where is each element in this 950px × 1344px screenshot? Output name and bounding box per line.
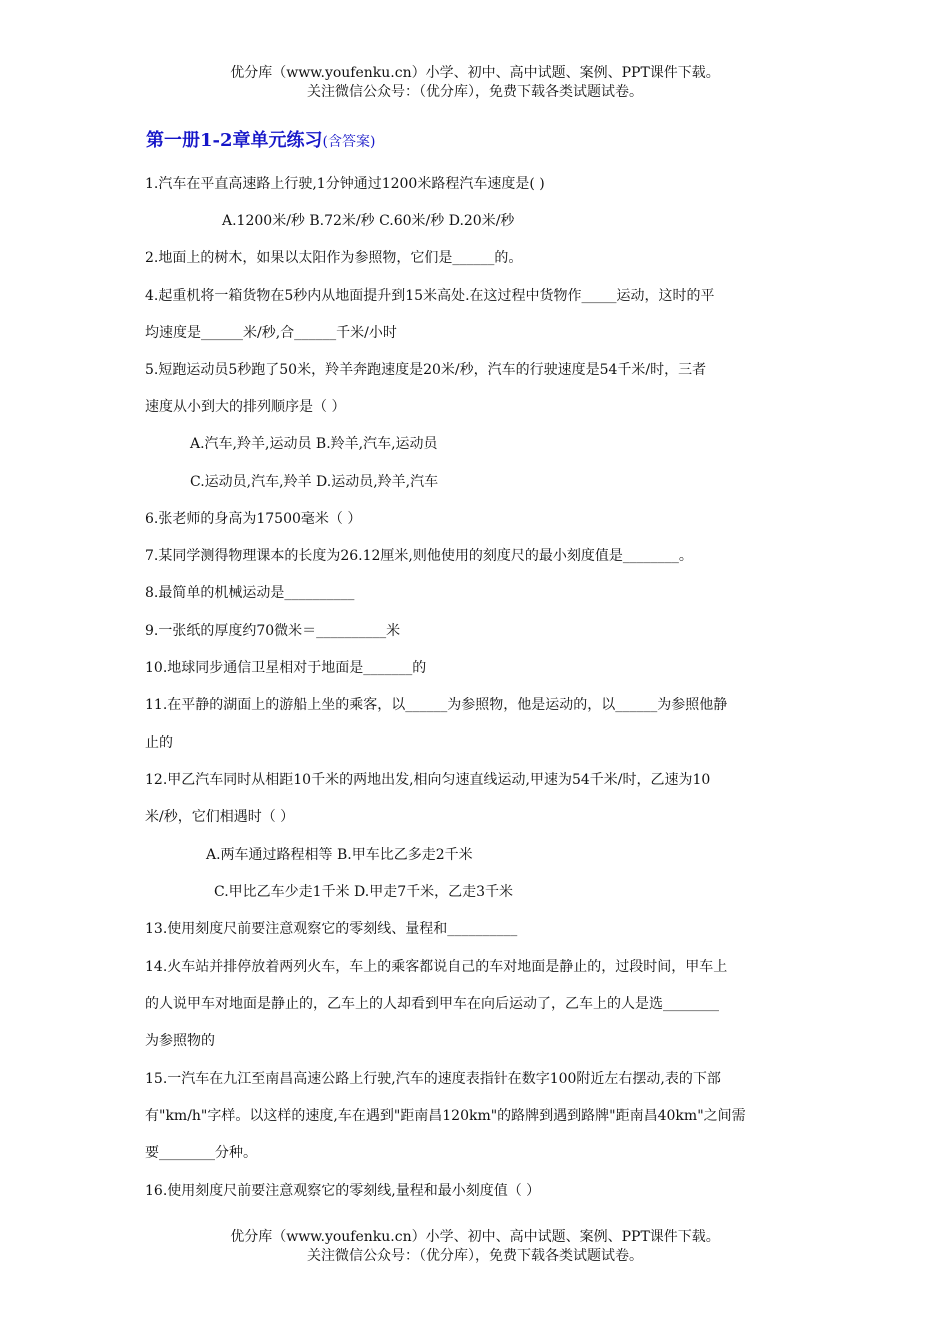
question-4-line-2: 均速度是______米/秒,合______千米/小时 (145, 325, 397, 341)
title-note: (含答案) (322, 134, 376, 150)
title-main: 第一册1-2章单元练习 (146, 130, 323, 151)
question-14-line-2: 的人说甲车对地面是静止的，乙车上的人却看到甲车在向后运动了，乙车上的人是选________ (145, 996, 719, 1012)
question-5-line-1: 5.短跑运动员5秒跑了50米，羚羊奔跑速度是20米/秒，汽车的行驶速度是54千米/时，三者 (145, 362, 707, 378)
question-10: 10.地球同步通信卫星相对于地面是_______的 (145, 660, 427, 676)
footer (0, 1228, 950, 1266)
question-5-options-ab: A.汽车,羚羊,运动员 B.羚羊,汽车,运动员 (190, 436, 438, 452)
question-7: 7.某同学测得物理课本的长度为26.12厘米,则他使用的刻度尺的最小刻度值是________。 (145, 548, 693, 564)
question-2: 2.地面上的树木，如果以太阳作为参照物，它们是______的。 (145, 250, 523, 266)
page-title (146, 126, 375, 152)
question-14-line-3: 为参照物的 (145, 1033, 215, 1049)
question-5-line-2: 速度从小到大的排列顺序是（ ） (145, 399, 346, 415)
question-12-line-2: 米/秒，它们相遇时（ ） (145, 809, 295, 825)
question-9: 9.一张纸的厚度约70微米＝__________米 (145, 623, 401, 639)
question-8: 8.最简单的机械运动是__________ (145, 585, 355, 601)
question-15-line-2: 有"km/h"字样。以这样的速度,车在遇到"距南昌120km"的路牌到遇到路牌"距南昌40km"之间需 (145, 1108, 746, 1124)
header-line-2: 关注微信公众号：（优分库），免费下载各类试题试卷。 (307, 84, 643, 100)
question-1-options: A.1200米/秒 B.72米/秒 C.60米/秒 D.20米/秒 (222, 213, 515, 229)
question-6: 6.张老师的身高为17500毫米（ ） (145, 511, 362, 527)
question-11-line-2: 止的 (145, 735, 173, 751)
question-15-line-1: 15.一汽车在九江至南昌高速公路上行驶,汽车的速度表指针在数字100附近左右摆动,表的下部 (145, 1071, 721, 1087)
question-14-line-1: 14.火车站并排停放着两列火车，车上的乘客都说自己的车对地面是静止的，过段时间，甲车上 (145, 959, 728, 975)
footer-line-1: 优分库（www.youfenku.cn）小学、初中、高中试题、案例、PPT课件下载。 (230, 1229, 720, 1245)
header-top (0, 64, 950, 102)
header-line-1: 优分库（www.youfenku.cn）小学、初中、高中试题、案例、PPT课件下载。 (230, 65, 720, 81)
question-1: 1.汽车在平直高速路上行驶,1分钟通过1200米路程汽车速度是( ) (145, 176, 545, 192)
question-16: 16.使用刻度尺前要注意观察它的零刻线,量程和最小刻度值（ ） (145, 1183, 541, 1199)
question-12-options-cd: C.甲比乙车少走1千米 D.甲走7千米，乙走3千米 (214, 884, 514, 900)
question-12-options-ab: A.两车通过路程相等 B.甲车比乙多走2千米 (206, 847, 473, 863)
footer-line-2: 关注微信公众号：（优分库），免费下载各类试题试卷。 (307, 1248, 643, 1264)
question-15-line-3: 要________分种。 (145, 1145, 257, 1161)
question-13: 13.使用刻度尺前要注意观察它的零刻线、量程和__________ (145, 921, 518, 937)
question-11-line-1: 11.在平静的湖面上的游船上坐的乘客，以______为参照物，他是运动的，以______为参照他静 (145, 697, 728, 713)
question-4-line-1: 4.起重机将一箱货物在5秒内从地面提升到15米高处.在这过程中货物作_____运动，这时的平 (145, 288, 715, 304)
question-12-line-1: 12.甲乙汽车同时从相距10千米的两地出发,相向匀速直线运动,甲速为54千米/时，乙速为10 (145, 772, 711, 788)
question-5-options-cd: C.运动员,汽车,羚羊 D.运动员,羚羊,汽车 (190, 474, 439, 490)
